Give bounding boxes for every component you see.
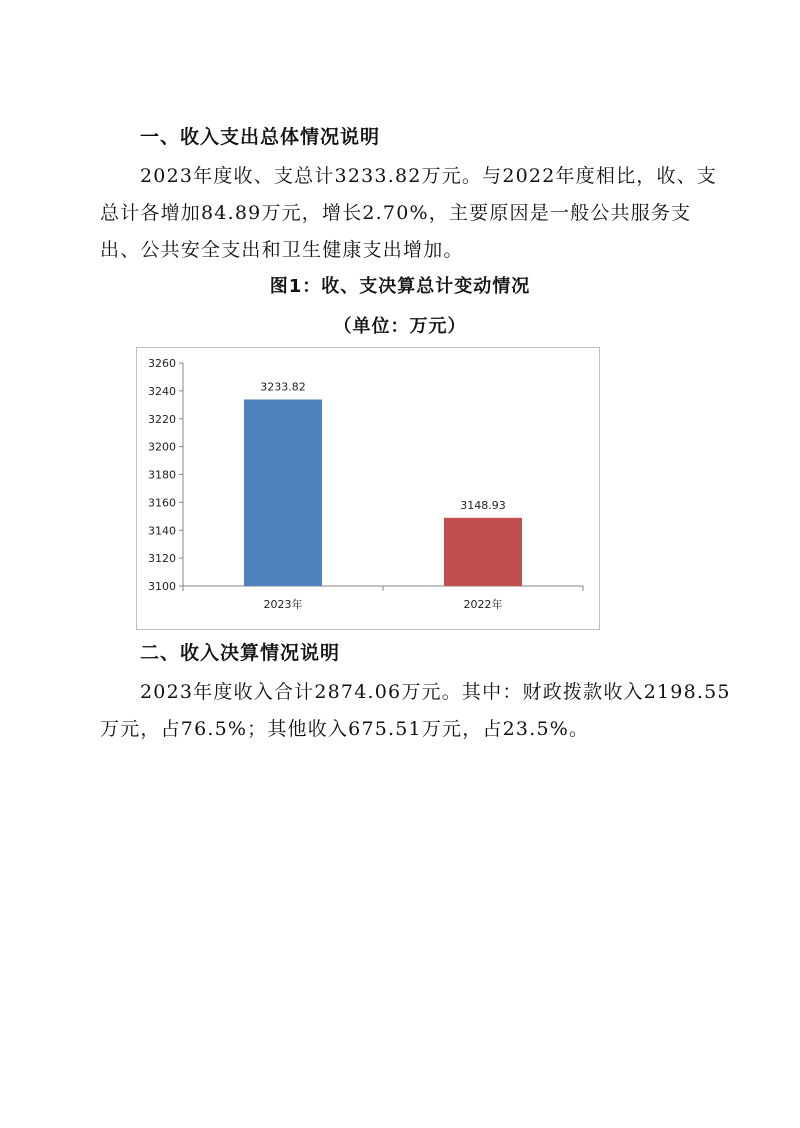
y-tick-label: 3160 — [148, 496, 176, 510]
paragraph-line: 万元，占76.5%；其他收入675.51万元，占23.5%。 — [100, 718, 590, 740]
y-tick-label: 3220 — [148, 412, 176, 426]
bar-chart — [136, 347, 600, 630]
y-tick-label: 3100 — [148, 580, 176, 593]
y-tick-label: 3120 — [148, 552, 176, 566]
paragraph-line: 出、公共安全支出和卫生健康支出增加。 — [100, 239, 464, 261]
paragraph-line: 2023年度收入合计2874.06万元。其中：财政拨款收入2198.55 — [140, 681, 731, 703]
bar-data-label: 3148.93 — [460, 498, 506, 512]
section-paragraph-2 — [100, 674, 731, 748]
y-tick-label: 3240 — [148, 384, 176, 398]
figure-unit: （单位：万元） — [333, 316, 467, 337]
y-tick-label: 3260 — [148, 357, 176, 370]
x-category-label: 2022年 — [463, 598, 503, 611]
section-heading-1: 一、收入支出总体情况说明 — [140, 126, 381, 148]
y-tick-label: 3140 — [148, 524, 176, 538]
figure-title: 图1：收、支决算总计变动情况 — [269, 276, 531, 297]
paragraph-line: 总计各增加84.89万元，增长2.70%，主要原因是一般公共服务支 — [100, 202, 692, 224]
y-tick-label: 3180 — [148, 468, 176, 482]
bar-data-label: 3233.82 — [260, 380, 306, 394]
bar — [244, 399, 322, 586]
bar-chart-svg — [137, 348, 599, 629]
bar — [444, 518, 522, 586]
section-heading-2: 二、收入决算情况说明 — [140, 642, 341, 664]
paragraph-line: 2023年度收、支总计3233.82万元。与2022年度相比，收、支 — [140, 165, 718, 187]
y-tick-label: 3200 — [148, 440, 176, 454]
x-category-label: 2023年 — [263, 598, 303, 611]
section-paragraph-1 — [100, 158, 718, 269]
